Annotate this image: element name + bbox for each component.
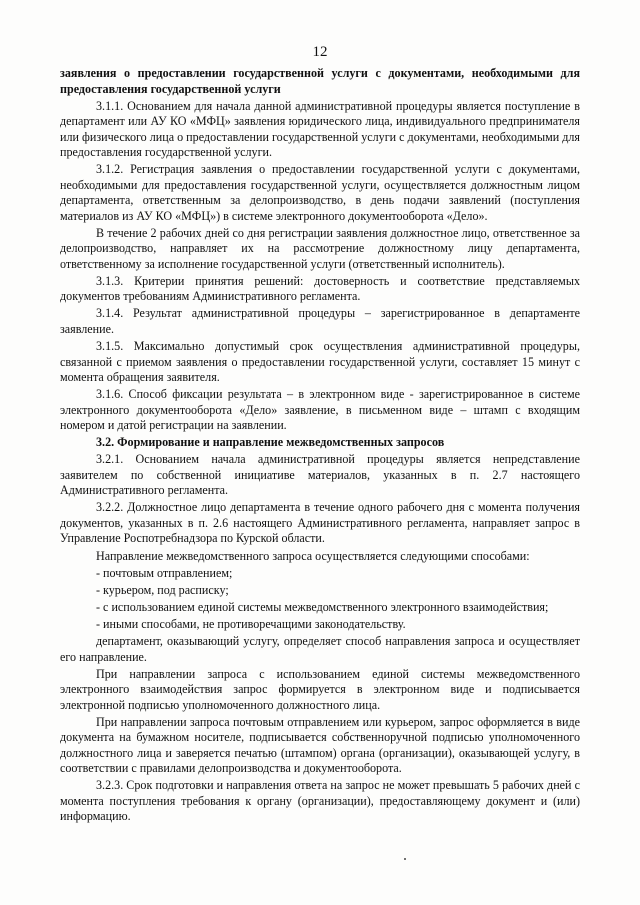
paragraph-electronic-request: При направлении запроса с использованием единой системы межведомственного электронного взаимодействия запрос формируется в электронном виде и подписывается электронной подписью уполномоченного должностного лица. — [60, 666, 580, 712]
paragraph-3-1-5: 3.1.5. Максимально допустимый срок осуществления административной процедуры, связанной с приемом заявления о предоставлении государственной услуги, составляет 15 минут с момента обращения заявителя. — [60, 339, 580, 385]
paragraph-department-method: департамент, оказывающий услугу, определяет способ направления запроса и осуществляет его направление. — [60, 634, 580, 664]
scan-speck — [404, 858, 406, 860]
paragraph-3-2-1: 3.2.1. Основанием начала административной процедуры является непредставление заявителем по собственной инициативе материалов, указанных в п. 2.7 настоящего Административного регламента. — [60, 452, 580, 498]
document-body — [60, 66, 580, 826]
paragraph-3-1-2: 3.1.2. Регистрация заявления о предоставлении государственной услуги с документами, необходимыми для предоставления государственной услуги, осуществляется должностным лицом департамента, ответственным за делопроизводство, в день подачи заявлений (поступления материалов из АУ КО «МФЦ») в системе электронного документооборота «Дело». — [60, 162, 580, 223]
paragraph-registration-term: В течение 2 рабочих дней со дня регистрации заявления должностное лицо, ответственное за делопроизводство, направляет их на рассмотрение должностному лицу департамента, ответственному за исполнение государственной услуги (ответственный исполнитель). — [60, 225, 580, 271]
list-item-postal: - почтовым отправлением; — [96, 565, 233, 580]
paragraph-3-1-4: 3.1.4. Результат административной процедуры – зарегистрированное в департаменте заявление. — [60, 306, 580, 336]
paragraph-3-1-1: 3.1.1. Основанием для начала данной административной процедуры является поступление в департамент или АУ КО «МФЦ» заявления юридического лица, индивидуального предпринимателя или физического лица о предоставлении государственной услуги с документами, необходимыми для предоставления государственной услуги. — [60, 98, 580, 160]
paragraph-paper-request: При направлении запроса почтовым отправлением или курьером, запрос оформляется в виде документа на бумажном носителе, подписывается собственноручной подписью уполномоченного должностного лица и заверяется печатью (штампом) органа (организации), оказывающей услугу, в соответствии с правилами делопроизводства и документооборота. — [60, 714, 580, 776]
section-continuation-heading: заявления о предоставлении государственной услуги с документами, необходимыми для предоставления государственной услуги — [60, 66, 580, 96]
paragraph-3-1-3: 3.1.3. Критерии принятия решений: достоверность и соответствие представляемых документов требованиям Административного регламента. — [60, 273, 580, 304]
paragraph-3-2-2: 3.2.2. Должностное лицо департамента в течение одного рабочего дня с момента получения документов, указанных в п. 2.6 настоящего Административного регламента, направляет запрос в Управление Роспотребнадзора по Курской области. — [60, 500, 580, 546]
paragraph-3-2-3: 3.2.3. Срок подготовки и направления ответа на запрос не может превышать 5 рабочих дней с момента поступления требования к органу (организации), предоставляющему документ и (или) информацию. — [60, 778, 580, 824]
section-3-2-heading: 3.2. Формирование и направление межведомственных запросов — [96, 435, 445, 450]
list-item-courier: - курьером, под расписку; — [96, 582, 229, 597]
list-item-other-methods: - иными способами, не противоречащими законодательству. — [96, 616, 406, 631]
paragraph-3-1-6: 3.1.6. Способ фиксации результата – в электронном виде - зарегистрированное в системе электронного документооборота «Дело» заявление, в письменном виде – штамп с входящим номером и датой регистрации на заявлении. — [60, 387, 580, 433]
list-item-electronic-system: - с использованием единой системы межведомственного электронного взаимодействия; — [96, 599, 549, 614]
paragraph-request-methods-intro: Направление межведомственного запроса осуществляется следующими способами: — [96, 548, 530, 563]
page-number: 12 — [312, 44, 328, 60]
